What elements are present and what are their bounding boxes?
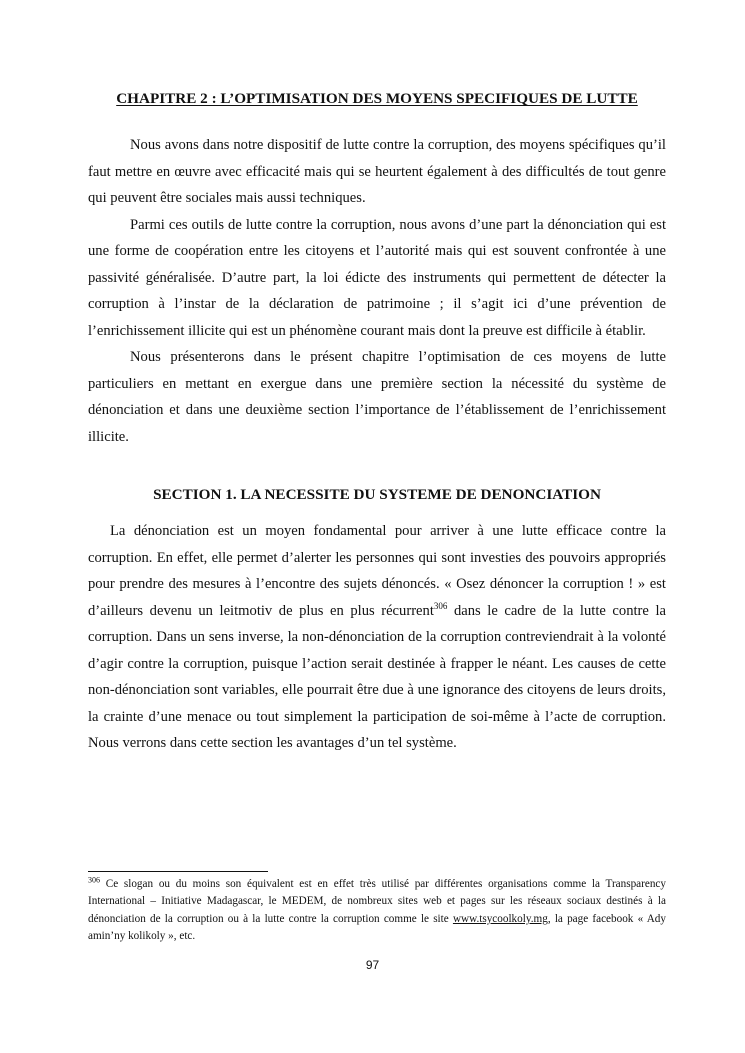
section-text (88, 518, 666, 757)
footnote-number: 306 (88, 875, 100, 885)
chapter-title: CHAPITRE 2 : L’OPTIMISATION DES MOYENS SPECIFIQUES DE LUTTE (116, 90, 638, 107)
intro-text (88, 132, 666, 450)
section-title: SECTION 1. LA NECESSITE DU SYSTEME DE DENONCIATION (153, 486, 601, 503)
footnote-text-end: , la page facebook « Ady amin’ny kolikoly », etc. (88, 912, 666, 943)
footnote-text: Ce slogan ou du moins son équivalent est en effet très utilisé par différentes organisations comme la Transparency International – Initiative Madagascar, le MEDEM, de nombreux sites web et pages sur les réseaux sociaux destinés à la dénonciation de la corruption ou à la lutte contre la corruption comme le site (88, 878, 666, 925)
footnote-divider (88, 871, 268, 872)
page-number: 97 (365, 958, 380, 972)
section-text-after-note: dans le cadre de la lutte contre la corruption. Dans un sens inverse, la non-dénonciation de la corruption contreviendrait à la volonté d’agir contre la corruption, puisque l’action serait destinée à frapper le néant. Les causes de cette non-dénonciation sont variables, elle pourrait être due à une ignorance des citoyens de leurs droits, la crainte d’une menace ou tout simplement la participation de soi-même à l’acte de corruption. Nous verrons dans cette section les avantages d’un tel système. (88, 602, 666, 751)
intro-paragraph: Parmi ces outils de lutte contre la corruption, nous avons d’une part la dénonciation qui est une forme de coopération entre les citoyens et l’autorité mais qui est souvent confrontée à une passivité généralisée. D’autre part, la loi édicte des instruments qui permettent de détecter la corruption à l’instar de la déclaration de patrimoine ; il s’agit ici d’une prévention de l’enrichissement illicite qui est un phénomène courant mais dont la preuve est difficile à établir. (88, 216, 666, 339)
intro-paragraph: Nous présenterons dans le présent chapitre l’optimisation de ces moyens de lutte particuliers en mettant en exergue dans une première section la nécessité du système de dénonciation et dans une deuxième section l’importance de l’établissement de l’enrichissement illicite. (88, 349, 666, 445)
footnote (88, 876, 666, 946)
footnote-link[interactable]: www.tsycoolkoly.mg (452, 912, 548, 925)
footnote-reference[interactable]: 306 (433, 600, 448, 611)
intro-paragraph: Nous avons dans notre dispositif de lutte contre la corruption, des moyens spécifiques qu’il faut mettre en œuvre avec efficacité mais qui se heurtent également à des difficultés de tout genre qui peuvent être sociales mais aussi techniques. (88, 137, 666, 206)
section-text-before-note: La dénonciation est un moyen fondamental pour arriver à une lutte efficace contre la corruption. En effet, elle permet d’alerter les personnes qui sont investies des pouvoirs appropriés pour prendre des mesures à l’encontre des sujets dénoncés. « Osez dénoncer la corruption ! » est d’ailleurs devenu un leitmotiv de plus en plus récurrent (88, 523, 666, 619)
section-paragraph (88, 518, 666, 757)
